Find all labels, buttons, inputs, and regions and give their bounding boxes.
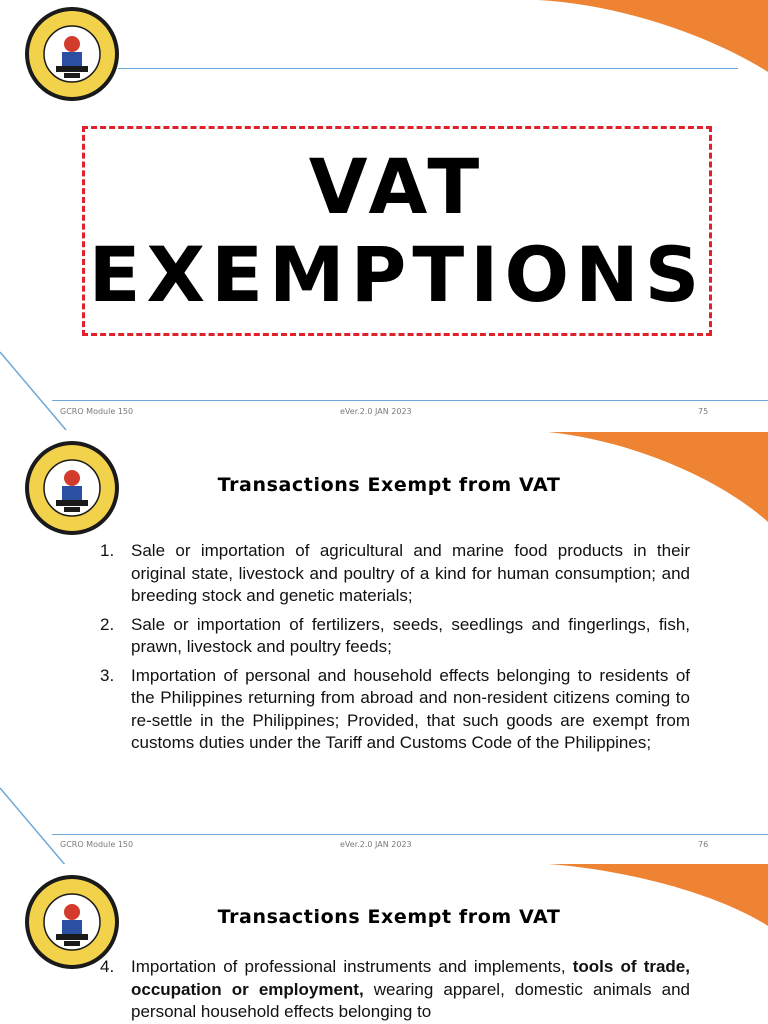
diagonal-line [0,348,70,432]
list-item-number: 4. [100,957,115,976]
footer-version: eVer.2.0 JAN 2023 [340,840,412,849]
slide-heading: Transactions Exempt from VAT [217,906,561,928]
list-item [100,956,690,1024]
footer-page-number: 76 [698,840,709,849]
list-item-text: Sale or importation of fertilizers, seeds, seedlings and fingerlings, fish, prawn, livestock and poultry feeds; [131,614,690,656]
diagonal-line [0,784,70,864]
list-item-text [131,956,690,1024]
bir-seal-logo [24,6,120,102]
list-item-text-part: wearing apparel, domestic animals and personal household effects belonging to [131,979,690,1021]
title-box [82,126,712,336]
title-line-2: EXEMPTIONS [88,230,706,319]
list-item-text-part: Importation of professional instruments and implements, [131,957,573,976]
slide-75 [0,0,768,432]
header-rule [118,68,738,69]
footer-module: GCRO Module 150 [60,840,134,849]
exempt-transactions-list [100,956,690,1024]
list-item [100,540,690,608]
exempt-transactions-list [100,540,690,761]
title-line-1: VAT [308,142,486,231]
slide-heading: Transactions Exempt from VAT [217,474,561,496]
slide-77-partial [0,864,768,1024]
footer-module: GCRO Module 150 [60,407,134,416]
list-item-text: Sale or importation of agricultural and marine food products in their original state, livestock and poultry of a kind for human consumption; and breeding stock and genetic materials; [131,541,690,605]
list-item-text-bold: tools of trade, occupation or employment, [131,957,690,999]
list-item-text: Importation of personal and household effects belonging to residents of the Philippines returning from abroad and non-resident citizens coming to re-settle in the Philippines; Provided, that such goods are exempt from customs duties under the Tariff and Customs Code of the Philippines; [131,665,690,752]
list-item-number: 2. [100,614,115,634]
footer-page-number: 75 [698,407,709,416]
list-item [100,665,690,755]
footer-rule [52,834,768,835]
list-item-number: 3. [100,665,115,685]
bir-seal-icon [24,6,120,102]
footer-version: eVer.2.0 JAN 2023 [340,407,412,416]
orange-corner-shape [538,0,768,72]
list-item-number: 1. [100,541,115,560]
slide-76 [0,432,768,864]
list-item [100,614,690,659]
footer-rule [52,400,768,401]
